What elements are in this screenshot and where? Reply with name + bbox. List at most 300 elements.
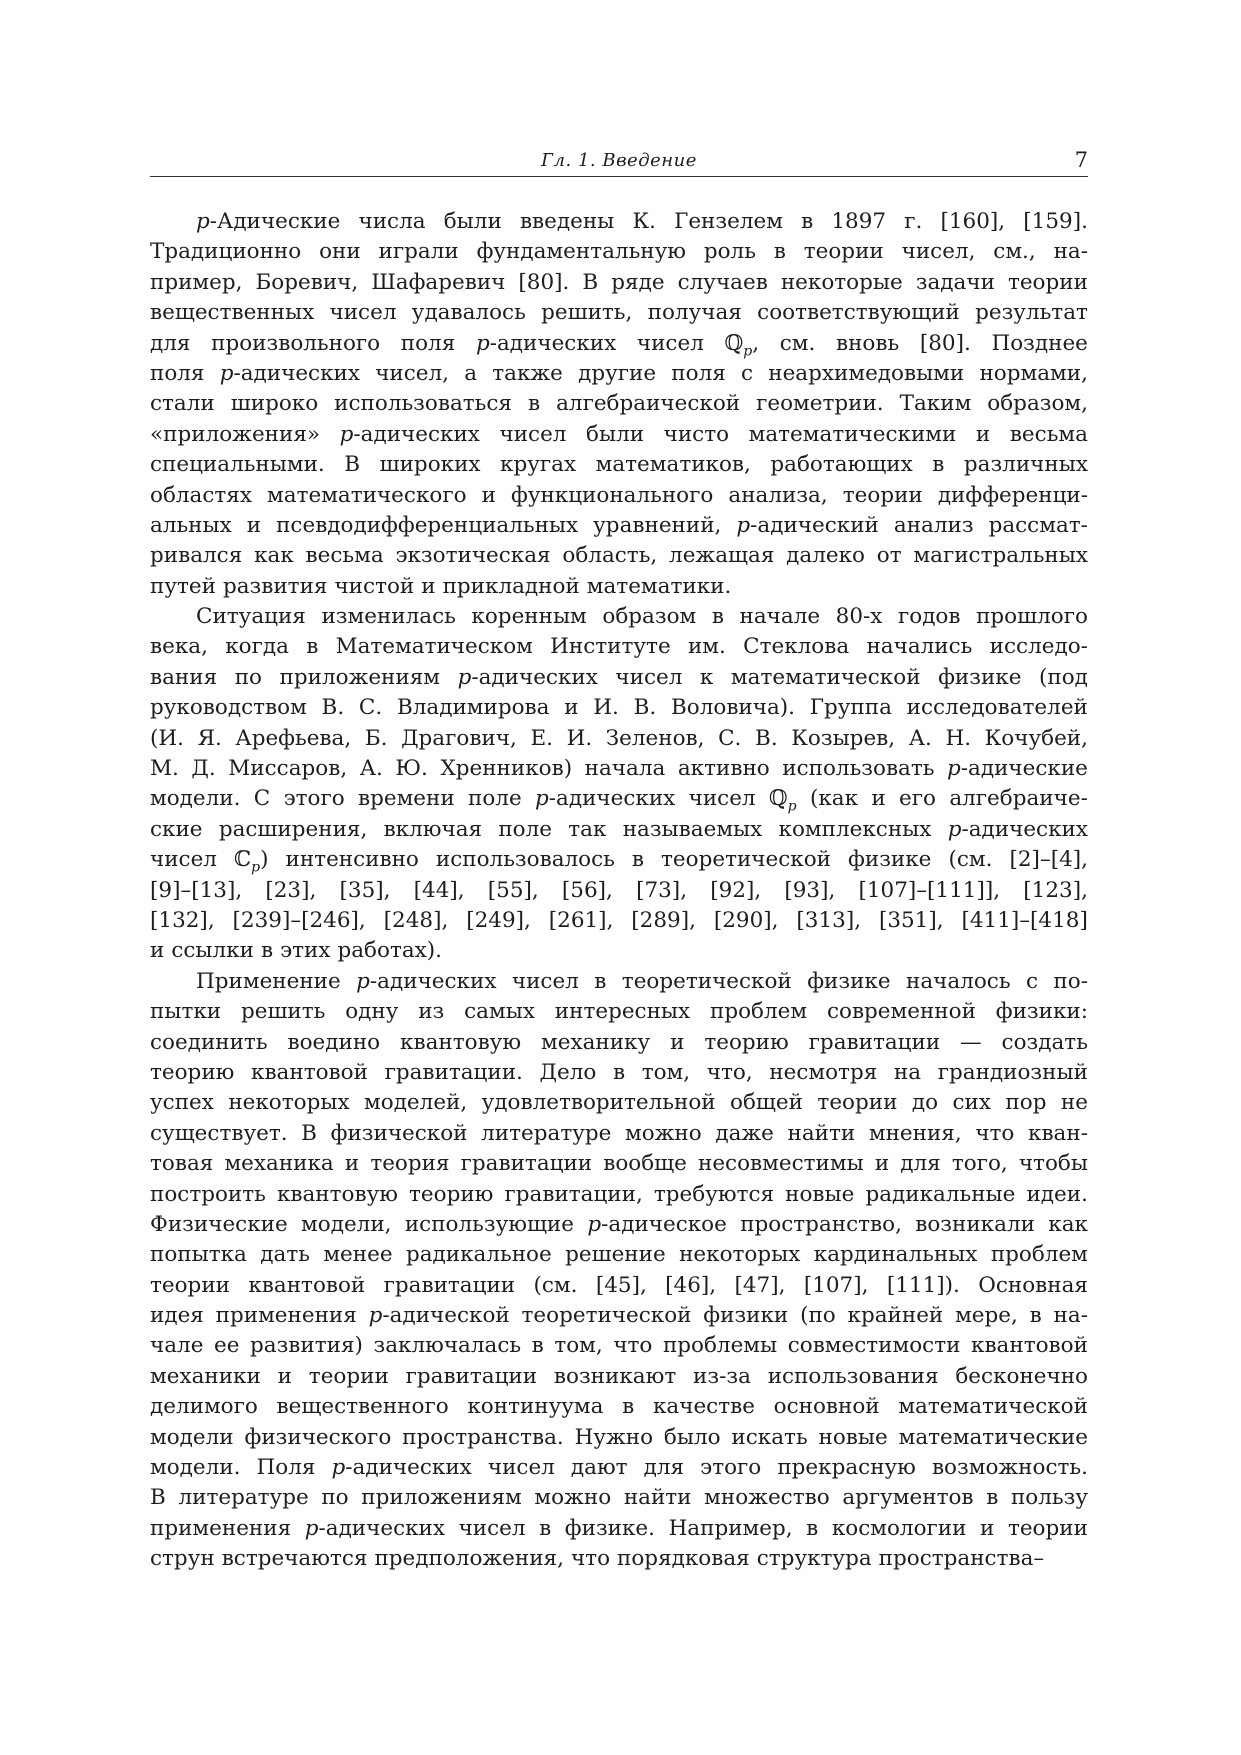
word: по xyxy=(234,664,262,690)
word: им. xyxy=(687,634,726,660)
word: века, xyxy=(150,634,208,660)
word: теории xyxy=(1007,269,1088,295)
word: пространство, xyxy=(740,1211,902,1237)
word: проблемы xyxy=(662,1333,778,1359)
word: ссылки xyxy=(171,938,254,964)
text-line xyxy=(150,906,1088,936)
word: [45], xyxy=(595,1272,647,1298)
word: делимого xyxy=(150,1394,258,1420)
word: физики: xyxy=(995,999,1088,1025)
word: С xyxy=(253,786,271,812)
word: расширения, xyxy=(218,816,368,842)
word: искать xyxy=(731,1424,808,1450)
word: теории xyxy=(1007,1515,1088,1541)
word: [249], xyxy=(466,907,531,933)
word: в xyxy=(260,938,274,964)
word: [248], xyxy=(383,907,449,933)
word: его xyxy=(899,786,936,812)
word: вновь xyxy=(835,330,900,356)
word: вещественных xyxy=(150,300,315,326)
word: случаев xyxy=(677,269,768,295)
word: [123], xyxy=(1023,877,1088,903)
word: заключалась xyxy=(373,1333,522,1359)
text-line xyxy=(150,329,1088,359)
word: решить xyxy=(240,999,326,1025)
word: Нужно xyxy=(574,1424,654,1450)
word: дают xyxy=(570,1455,628,1481)
text-line xyxy=(150,511,1088,541)
text-line xyxy=(150,450,1088,480)
word: и xyxy=(975,421,991,447)
word: самых xyxy=(464,999,535,1025)
word: анализ xyxy=(893,512,974,538)
word: с xyxy=(741,360,754,386)
word: числа xyxy=(358,209,426,234)
text-line xyxy=(150,1180,1088,1210)
text-line xyxy=(150,207,1088,237)
word: вещественного xyxy=(276,1394,449,1420)
word: в xyxy=(306,634,319,660)
text-line xyxy=(150,1028,1088,1058)
word: чале xyxy=(150,1333,204,1359)
word: Например, xyxy=(668,1515,793,1541)
word: из xyxy=(418,999,445,1025)
word: г. xyxy=(904,209,923,234)
word: теорию xyxy=(150,1059,235,1085)
word: чисел xyxy=(487,1455,555,1481)
text-line xyxy=(150,693,1088,723)
word: менее xyxy=(323,1242,393,1268)
word: чисел xyxy=(615,664,683,690)
text-line xyxy=(150,632,1088,662)
text-line xyxy=(150,572,1088,602)
word: механику xyxy=(541,1029,651,1055)
word: радикальное xyxy=(405,1242,552,1268)
word: соединить xyxy=(150,1029,268,1055)
word: руководством xyxy=(150,695,307,721)
word: В. xyxy=(755,725,778,751)
word: они xyxy=(319,239,361,265)
word: годов xyxy=(897,604,961,630)
word: рассмат- xyxy=(988,512,1088,538)
word: в xyxy=(539,1515,552,1541)
word: начались xyxy=(866,634,973,660)
word: Воловича). xyxy=(670,695,796,721)
text-line xyxy=(150,1301,1088,1331)
word: ряде xyxy=(611,269,665,295)
word: в xyxy=(801,209,814,234)
word: успех xyxy=(150,1090,214,1116)
word: начале xyxy=(739,604,821,630)
word: В. xyxy=(633,695,657,721)
word: Д. xyxy=(191,756,216,782)
word: интересных xyxy=(554,999,691,1025)
word: неархимедовыми xyxy=(768,360,965,386)
word: задачи xyxy=(915,269,995,295)
word: нормами, xyxy=(979,360,1088,386)
word: порядковая xyxy=(617,1546,750,1572)
word: чисел xyxy=(511,968,579,994)
word: [47], xyxy=(734,1272,786,1298)
word: и xyxy=(150,938,165,964)
word: модели. xyxy=(150,1455,241,1481)
word: теории xyxy=(308,1363,389,1389)
word: p-адические xyxy=(947,756,1088,782)
word: гравитации. xyxy=(384,1059,523,1085)
word: алгебраиче- xyxy=(949,786,1088,812)
running-header xyxy=(150,148,1088,177)
word: Применение xyxy=(196,968,341,994)
word: использоваться xyxy=(334,391,512,417)
word: чисел xyxy=(636,330,704,356)
word: удавалось xyxy=(411,300,526,326)
text-line xyxy=(150,1544,1088,1574)
word: алгебраической xyxy=(556,391,741,417)
word: математической xyxy=(898,1394,1088,1420)
word: времени xyxy=(357,786,455,812)
word: по- xyxy=(1053,968,1088,994)
word: магистральных xyxy=(913,543,1088,569)
word: математиков, xyxy=(595,452,751,478)
word: удовлетворительной xyxy=(481,1090,716,1116)
text-line xyxy=(150,268,1088,298)
word: к xyxy=(699,664,714,690)
word: математики. xyxy=(586,573,732,599)
word: гравитации xyxy=(808,1029,941,1055)
word: ские xyxy=(150,816,203,842)
word: далеко xyxy=(786,543,865,569)
word: физической xyxy=(330,1120,468,1146)
word: [351], xyxy=(878,907,944,933)
word: чисел, xyxy=(901,239,976,265)
word: теории xyxy=(817,1090,898,1116)
word: 80-х xyxy=(835,604,883,630)
word: Я. xyxy=(197,725,222,751)
word: математические xyxy=(898,1424,1088,1450)
word: p-адических xyxy=(356,968,497,994)
text-line xyxy=(150,1149,1088,1179)
word: также xyxy=(492,360,563,386)
word: [44], xyxy=(413,877,465,903)
word: комплексных xyxy=(778,816,932,842)
paragraph xyxy=(150,602,1088,967)
word: пример, xyxy=(150,269,243,295)
word: математического xyxy=(267,482,467,508)
word: даже xyxy=(715,1120,774,1146)
word: и xyxy=(246,512,262,538)
word: струн xyxy=(150,1546,215,1572)
word: [111]). xyxy=(886,1272,960,1298)
word: том, xyxy=(641,1059,691,1085)
word: и xyxy=(874,1151,890,1177)
word: по xyxy=(321,1485,349,1511)
word: использовалось xyxy=(435,847,615,873)
word: фундаментальную xyxy=(476,239,686,265)
text-line xyxy=(150,389,1088,419)
word: p-адический xyxy=(736,512,879,538)
word: начала xyxy=(584,756,666,782)
word: можно xyxy=(624,1120,702,1146)
word: мере, xyxy=(955,1303,1018,1329)
word: квантовой xyxy=(971,1333,1088,1359)
word: (по xyxy=(800,1303,836,1329)
word: p-адических xyxy=(947,816,1088,842)
word: некоторых xyxy=(228,1090,350,1116)
word: см. xyxy=(779,330,816,356)
word: [107]–[111]], xyxy=(858,877,1001,903)
word: ℚ$_p$ xyxy=(768,786,797,815)
word: роль xyxy=(703,239,756,265)
word: p-адических xyxy=(331,1455,472,1481)
word: для xyxy=(150,330,191,356)
word: (как xyxy=(809,786,859,812)
word: Поля xyxy=(256,1455,316,1481)
word: получая xyxy=(647,300,742,326)
word: чисто xyxy=(663,421,730,447)
word: в xyxy=(986,1485,999,1511)
word: не xyxy=(1060,1090,1088,1116)
word: в xyxy=(612,1059,626,1085)
word: [132], xyxy=(150,907,215,933)
word: Зеленов, xyxy=(605,725,705,751)
word: уравнений, xyxy=(593,512,722,538)
word: физике. xyxy=(564,1515,655,1541)
word: из-за xyxy=(693,1363,751,1389)
word: теорию xyxy=(704,1029,789,1055)
word: теоретической xyxy=(521,1303,692,1329)
text-line xyxy=(150,1210,1088,1240)
word: а xyxy=(464,360,478,386)
word: вания xyxy=(150,664,218,690)
text-line xyxy=(150,967,1088,997)
word: С. xyxy=(358,695,383,721)
word: крайней xyxy=(847,1303,944,1329)
word: том, xyxy=(554,1333,603,1359)
word: что xyxy=(570,1546,611,1572)
word: гравитации xyxy=(460,1151,593,1177)
word: что, xyxy=(706,1059,753,1085)
word: исследователей xyxy=(906,695,1088,721)
word: [290], xyxy=(713,907,779,933)
word: чисел xyxy=(458,1515,526,1541)
word: [289], xyxy=(631,907,696,933)
text-line xyxy=(150,1453,1088,1483)
word: «приложения» xyxy=(150,421,321,447)
word: пытки xyxy=(150,999,222,1025)
word: приложениям xyxy=(361,1485,522,1511)
text-line xyxy=(150,1088,1088,1118)
word: гравитации, xyxy=(504,1181,643,1207)
word: путей xyxy=(150,573,216,599)
word: совместимости xyxy=(787,1333,961,1359)
word: в xyxy=(1029,1303,1042,1329)
word: Основная xyxy=(978,1272,1088,1298)
word: [261], xyxy=(548,907,614,933)
word: как xyxy=(1048,1211,1088,1237)
word: модели. xyxy=(150,786,241,812)
text-line xyxy=(150,1483,1088,1513)
word: и xyxy=(980,1515,995,1541)
word: этого xyxy=(283,786,345,812)
word: чисел, xyxy=(375,360,450,386)
word: Е. xyxy=(530,725,553,751)
word: чтобы xyxy=(1018,1151,1088,1177)
word: развития) xyxy=(250,1333,363,1359)
word: [93], xyxy=(784,877,836,903)
word: p-адическое xyxy=(587,1211,727,1237)
word: применения xyxy=(150,1515,292,1541)
word: развития xyxy=(222,573,328,599)
word: с xyxy=(1025,968,1038,994)
word: в xyxy=(622,1394,635,1420)
word: [107], xyxy=(803,1272,869,1298)
word: работающих xyxy=(770,452,913,478)
word: решить, xyxy=(541,300,633,326)
word: теории xyxy=(150,1272,230,1298)
word: К. xyxy=(632,209,656,234)
word: Математическом xyxy=(335,634,533,660)
word: пор xyxy=(1005,1090,1047,1116)
running-title: Гл. 1. Введение xyxy=(541,150,697,171)
word: до xyxy=(911,1090,939,1116)
word: одну xyxy=(345,999,399,1025)
text-line xyxy=(150,602,1088,632)
word: Таким xyxy=(899,391,972,417)
word: физики xyxy=(703,1303,789,1329)
word: использования xyxy=(767,1363,939,1389)
text-line xyxy=(150,724,1088,754)
word: стали xyxy=(150,391,215,417)
word: А. xyxy=(908,725,932,751)
word: новые xyxy=(785,1181,855,1207)
word: образом xyxy=(602,604,697,630)
word: попытка xyxy=(150,1242,247,1268)
word: несмотря xyxy=(769,1059,878,1085)
word: множество xyxy=(704,1485,830,1511)
word: p-Адические xyxy=(196,209,341,234)
word: этих xyxy=(280,938,331,964)
word: воедино xyxy=(287,1029,381,1055)
word: возможность. xyxy=(931,1455,1088,1481)
word: математической xyxy=(730,664,921,690)
word: и xyxy=(871,786,886,812)
text-line xyxy=(150,1362,1088,1392)
text-line xyxy=(150,1514,1088,1544)
word: Гензелем xyxy=(674,209,783,234)
word: квантовой xyxy=(251,1059,368,1085)
word: кардинальных xyxy=(813,1242,978,1268)
word: поле xyxy=(498,816,552,842)
word: общей xyxy=(730,1090,803,1116)
word: бесконечно xyxy=(955,1363,1088,1389)
word: найти xyxy=(623,1485,692,1511)
word: [56], xyxy=(561,877,613,903)
word: в xyxy=(806,1515,819,1541)
word: анализа, xyxy=(728,482,828,508)
word: некоторых xyxy=(679,1242,801,1268)
word: использующие xyxy=(404,1211,574,1237)
word: Физические xyxy=(150,1211,288,1237)
word: областях xyxy=(150,482,252,508)
word: и xyxy=(670,1029,685,1055)
text-line xyxy=(150,237,1088,267)
word: и xyxy=(344,1151,360,1177)
word: литературе xyxy=(481,1120,612,1146)
word: от xyxy=(876,543,902,569)
word: — xyxy=(960,1029,982,1055)
paragraph xyxy=(150,207,1088,602)
word: проблем xyxy=(710,999,808,1025)
word: радикальные xyxy=(865,1181,1016,1207)
word: идеи. xyxy=(1026,1181,1088,1207)
word: работах). xyxy=(337,938,442,964)
word: поля xyxy=(400,330,456,356)
word: физике xyxy=(938,664,1022,690)
word: применения xyxy=(215,1303,357,1329)
word: на- xyxy=(1053,1303,1088,1329)
word: геометрии. xyxy=(756,391,884,417)
word: в xyxy=(711,604,724,630)
word: образом, xyxy=(987,391,1088,417)
word: [159]. xyxy=(1023,209,1088,234)
word: 1897 xyxy=(831,209,887,234)
word: В xyxy=(344,452,361,478)
word: на- xyxy=(1053,239,1088,265)
text-line xyxy=(150,1392,1088,1422)
word: теория xyxy=(370,1151,450,1177)
word: было xyxy=(663,1424,721,1450)
word: основной xyxy=(773,1394,880,1420)
word: [239]–[246], xyxy=(232,907,366,933)
paragraph xyxy=(150,967,1088,1575)
text-line xyxy=(150,997,1088,1027)
word: В xyxy=(582,269,599,295)
word: теорию xyxy=(409,1181,494,1207)
word: создать xyxy=(1001,1029,1088,1055)
word: в xyxy=(527,391,541,417)
word: как xyxy=(254,543,294,569)
word: структура xyxy=(756,1546,872,1572)
text-line xyxy=(150,541,1088,571)
word: теоретической xyxy=(621,968,792,994)
word: в xyxy=(531,1333,544,1359)
book-page xyxy=(150,148,1088,1575)
word: пространства– xyxy=(878,1546,1045,1572)
text-line xyxy=(150,1271,1088,1301)
word: И. xyxy=(593,695,619,721)
word: возникали xyxy=(915,1211,1035,1237)
word: континуума xyxy=(467,1394,604,1420)
word: пользу xyxy=(1010,1485,1088,1511)
word: некоторые xyxy=(780,269,903,295)
word: называемых xyxy=(622,816,763,842)
word: (И. xyxy=(150,725,184,751)
word: Н. xyxy=(945,725,972,751)
word: см., xyxy=(993,239,1036,265)
word: [9]–[13], xyxy=(150,877,243,903)
word: Шафаревич xyxy=(371,269,506,295)
word: новые xyxy=(818,1424,888,1450)
word: физике xyxy=(807,968,891,994)
word: специальными. xyxy=(150,452,325,478)
word: дифференци- xyxy=(937,482,1088,508)
word: Традиционно xyxy=(150,239,302,265)
word: чистой xyxy=(334,573,415,599)
word: поля xyxy=(150,360,205,386)
word: включая xyxy=(383,816,483,842)
word: качестве xyxy=(652,1394,755,1420)
text-line xyxy=(150,420,1088,450)
